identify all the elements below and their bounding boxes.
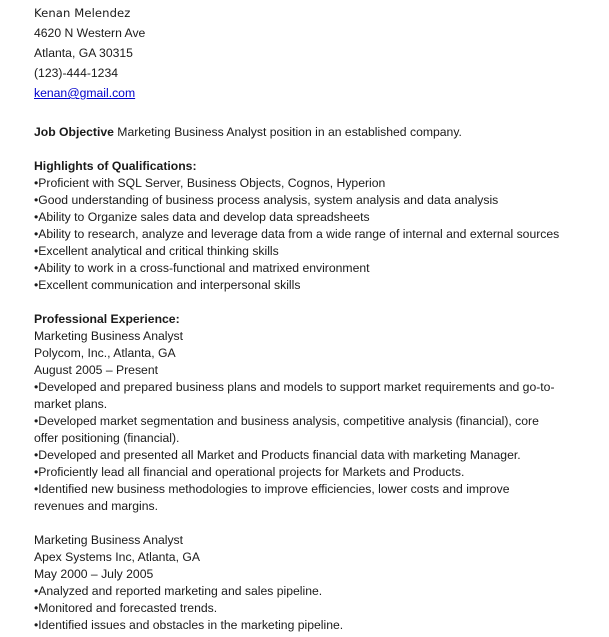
job-bullet: •Identified new business methodologies to improve efficiencies, lower costs and improve revenues and margins. — [34, 482, 510, 513]
highlight-item: •Ability to research, analyze and leverage data from a wide range of internal and external sources — [34, 227, 560, 241]
job-bullet: •Identified issues and obstacles in the marketing pipeline. — [34, 618, 344, 632]
contact-block — [34, 3, 574, 103]
job-bullet: •Monitored and forecasted trends. — [34, 601, 218, 615]
job-title: Marketing Business Analyst — [34, 533, 184, 547]
email-link[interactable]: kenan@gmail.com — [34, 86, 136, 100]
phone-number: (123)-444-1234 — [34, 66, 119, 80]
job-objective — [34, 124, 574, 141]
job-bullet: •Developed and prepared business plans and models to support market requirements and go-to-market plans. — [34, 380, 555, 411]
objective-text: Marketing Business Analyst position in an established company. — [113, 125, 462, 139]
job-bullet: •Developed and presented all Market and Products financial data with marketing Manager. — [34, 448, 521, 462]
objective-label: Job Objective — [34, 125, 114, 139]
highlights-section — [34, 158, 574, 294]
job-entry — [34, 328, 574, 515]
experience-heading: Professional Experience: — [34, 312, 180, 326]
job-dates: August 2005 – Present — [34, 363, 158, 377]
resume-document — [34, 3, 574, 634]
job-bullet: •Proficiently lead all financial and operational projects for Markets and Products. — [34, 465, 465, 479]
highlight-item: •Ability to Organize sales data and develop data spreadsheets — [34, 210, 370, 224]
experience-section — [34, 311, 574, 634]
job-title: Marketing Business Analyst — [34, 329, 184, 343]
job-company: Apex Systems Inc, Atlanta, GA — [34, 550, 200, 564]
job-bullet: •Analyzed and reported marketing and sales pipeline. — [34, 584, 323, 598]
highlight-item: •Excellent communication and interpersonal skills — [34, 278, 301, 292]
highlight-item: •Good understanding of business process analysis, system analysis and data analysis — [34, 193, 499, 207]
job-bullet: •Developed market segmentation and business analysis, competitive analysis (financial), core offer positioning (financial). — [34, 414, 539, 445]
highlights-heading: Highlights of Qualifications: — [34, 159, 197, 173]
job-dates: May 2000 – July 2005 — [34, 567, 154, 581]
job-entry — [34, 532, 574, 634]
email-line — [34, 83, 574, 103]
highlight-item: •Ability to work in a cross-functional and matrixed environment — [34, 261, 370, 275]
highlight-item: •Proficient with SQL Server, Business Objects, Cognos, Hyperion — [34, 176, 386, 190]
address-line-2: Atlanta, GA 30315 — [34, 46, 133, 60]
candidate-name: Kenan Melendez — [34, 6, 131, 20]
job-company: Polycom, Inc., Atlanta, GA — [34, 346, 176, 360]
address-line-1: 4620 N Western Ave — [34, 26, 146, 40]
highlight-item: •Excellent analytical and critical thinking skills — [34, 244, 279, 258]
